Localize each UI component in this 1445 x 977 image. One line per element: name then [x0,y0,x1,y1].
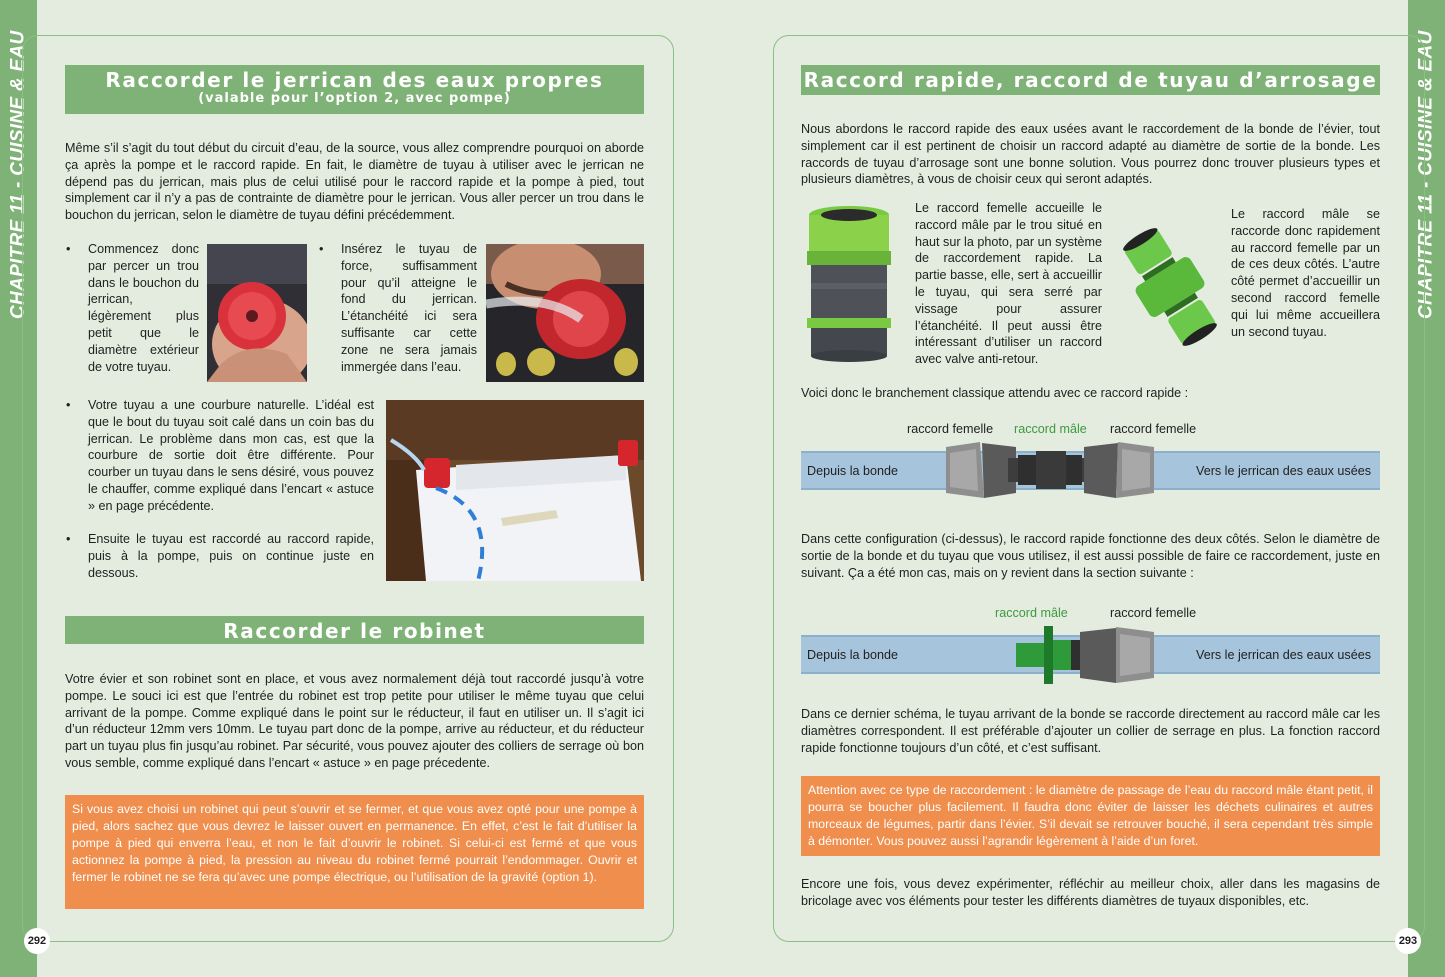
section-title-raccord-rapide [801,65,1380,95]
diagram1-label-male: raccord mâle [1014,422,1087,436]
section-title-jerrican [65,65,644,114]
diagram1-label-female-right: raccord femelle [1110,422,1197,436]
diagram2-label-female: raccord femelle [1110,606,1197,620]
diagram1-coupling-graphic [946,439,1154,501]
photo-insert-tube [486,244,644,382]
chapter-label-right: CHAPITRE 11 - CUISINE & EAU [1415,30,1437,320]
robinet-note-box: Si vous avez choisi un robinet qui peut s’ouvrir et se fermer, et que vous avez opté pour une pompe à pied, alors sachez que vous devrez le laisser ouvert en permanence. En effet, c’est le fait d’utiliser la pompe à pied qui enverra l’eau, et non le fait d’ouvrir le robinet. Si celui-ci est fermé et que vous actionnez la pompe à pied, la pression au niveau du robinet fermé pourrait l’endommager. Ouvrir et fermer le robinet ne se fera qu’avec une pompe électrique, ou l’utilisation de la gravité (option 1). [65,795,644,909]
photo-female-coupling [801,203,897,363]
female-coupling-text: Le raccord femelle accueille le raccord mâle par le trou situé en haut sur la photo, par un système de raccordement rapide. La partie basse, elle, sert à accueillir le tuyau, qui sera serré par vissage pour assurer l’étanchéité. Il peut aussi être intéressant d’utiliser un raccord avec valve anti-retour. [915,201,1102,367]
section-title-raccord-text: Raccord rapide, raccord de tuyau d’arrosage [803,68,1378,92]
diagram2-label-male: raccord mâle [995,606,1068,620]
closing-paragraph: Encore une fois, vous devez expérimenter, réfléchir au meilleur choix, aller dans les magasins de bricolage avec vos éléments pour tester les différents diamètres de tuyaux disponibles, etc. [801,877,1380,908]
section-title-text: Raccorder le jerrican des eaux propres [105,68,604,92]
diagram1-to-label: Vers le jerrican des eaux usées [1195,464,1371,478]
diagram2-to-label: Vers le jerrican des eaux usées [1195,648,1371,662]
middle-paragraph: Dans cette configuration (ci-dessus), le raccord rapide fonctionne des deux côtés. Selon le diamètre de sortie de la bonde et du tuyau que vous utilisez, il est aussi possible de faire ce raccordement, juste en suivant. Ça a été mon cas, mais on y revient dans la section suivante : [801,532,1380,580]
diagram2-from-label: Depuis la bonde [807,648,899,662]
bullet-drill-cap: • Commencez donc par percer un trou dans le bouchon du jerrican, légèrement plus petit que le diamètre extérieur de votre tuyau. [65,241,199,375]
diagram1-label-female-left: raccord femelle [907,422,994,436]
photo-jerrican-under-sink [386,400,644,581]
raccord-intro-paragraph: Nous abordons le raccord rapide des eaux usées avant le raccordement de la bonde de l’évier, tout simplement car il est pertinent de choisir un raccord adapté au diamètre de sortie de la bonde. Les raccords de tuyau d’arrosage sont une bonne solution. Vous pourrez donc trouver plusieurs types et plusieurs diamètres, à vous de choisir ceux qui seront adaptés. [801,122,1380,187]
section-subtitle-text: (valable pour l’option 2, avec pompe) [198,91,511,106]
jerrican-intro-paragraph: Même s’il s’agit du tout début du circuit d’eau, de la source, vous allez comprendre pourquoi on aborde ça après la pompe et le raccord rapide. En fait, le diamètre de tuyau à utiliser avec le jerrican ne dépend pas du jerrican, mais plus de celui utilisé pour le raccord rapide et la pompe à pied, tout simplement car il n’y a pas de contrainte de diamètre pour le jerrican. Vous aller percer un trou dans le bouchon du jerrican, selon le diamètre de tuyau défini précédemment. [65,141,644,223]
diagram2-coupling-graphic [1016,624,1154,686]
male-connector-text: Le raccord mâle se raccorde donc rapidement au raccord femelle par un de ces deux côtés. L’autre côté permet d’accueillir un second raccord femelle qui lui même accueillera un second tuyau. [1231,207,1380,339]
chapter-label-left: CHAPITRE 11 - CUISINE & EAU [7,30,29,320]
photo-male-connector [1122,225,1218,349]
bullet-pipe-curve: • Votre tuyau a une courbure naturelle. L’idéal est que le bout du tuyau soit calé dans un coin bas du jerrican. Le problème dans mon cas, est que la courbure de sortie doit être différente. Pour courber un tuyau dans le sens désiré, vous pouvez le chauffer, comme expliqué dans l’encart « astuce » en page précédente. [65,397,374,515]
bullet-connect-pump: • Ensuite le tuyau est raccordé au raccord rapide, puis à la pompe, puis on continue juste en dessous. [65,531,374,581]
diagram1-from-label: Depuis la bonde [807,464,899,478]
diagram-intro: Voici donc le branchement classique attendu avec ce raccord rapide : [801,386,1189,400]
page-number-right: 293 [1395,928,1421,954]
section-title-robinet-text: Raccorder le robinet [223,619,486,643]
photo-red-cap-drilled [207,244,307,382]
bullet-insert-pipe: • Insérez le tuyau de force, suffisamment pour qu’il atteigne le fond du jerrican. L’étanchéité ici sera suffisante car cette zone ne sera jamais immergée dans l’eau. [318,241,477,375]
warning-box: Attention avec ce type de raccordement : le diamètre de passage de l’eau du raccord mâle étant petit, il pourra se boucher plus facilement. Il faudra donc éviter de laisser les déchets culinaires et autres morceaux de légumes, partir dans l’évier. S’il devait se retrouver bouché, il sera cependant très simple à démonter. Vous pouvez aussi l’agrandir légèrement à l’aide d’un foret. [801,776,1380,856]
robinet-paragraph: Votre évier et son robinet sont en place, et vous avez normalement déjà tout raccordé jusqu’à votre pompe. Le souci ici est que l’entrée du robinet est trop petite pour utiliser le même tuyau que celui arrivant de la pompe. Comme expliqué dans le point sur le réducteur, il faut en utiliser un. Il s’agit ici d’un réducteur 12mm vers 10mm. Le tuyau part donc de la pompe, arrive au réducteur, et du réducteur part un tuyau plus fin jusqu’au robinet. Par sécurité, vous pouvez ajouter des colliers de serrage où bon vous semble, comme expliqué dans l’encart « astuce » en page précedente. [65,672,644,770]
page-number-left: 292 [24,928,50,954]
after-diagram-paragraph: Dans ce dernier schéma, le tuyau arrivant de la bonde se raccorde directement au raccord mâle car les diamètres correspondent. Il est préférable d’ajouter un collier de serrage en plus. La fonction raccord rapide fonctionne toujours d’un côté, et c’est suffisant. [801,707,1380,755]
section-title-robinet [65,616,644,644]
